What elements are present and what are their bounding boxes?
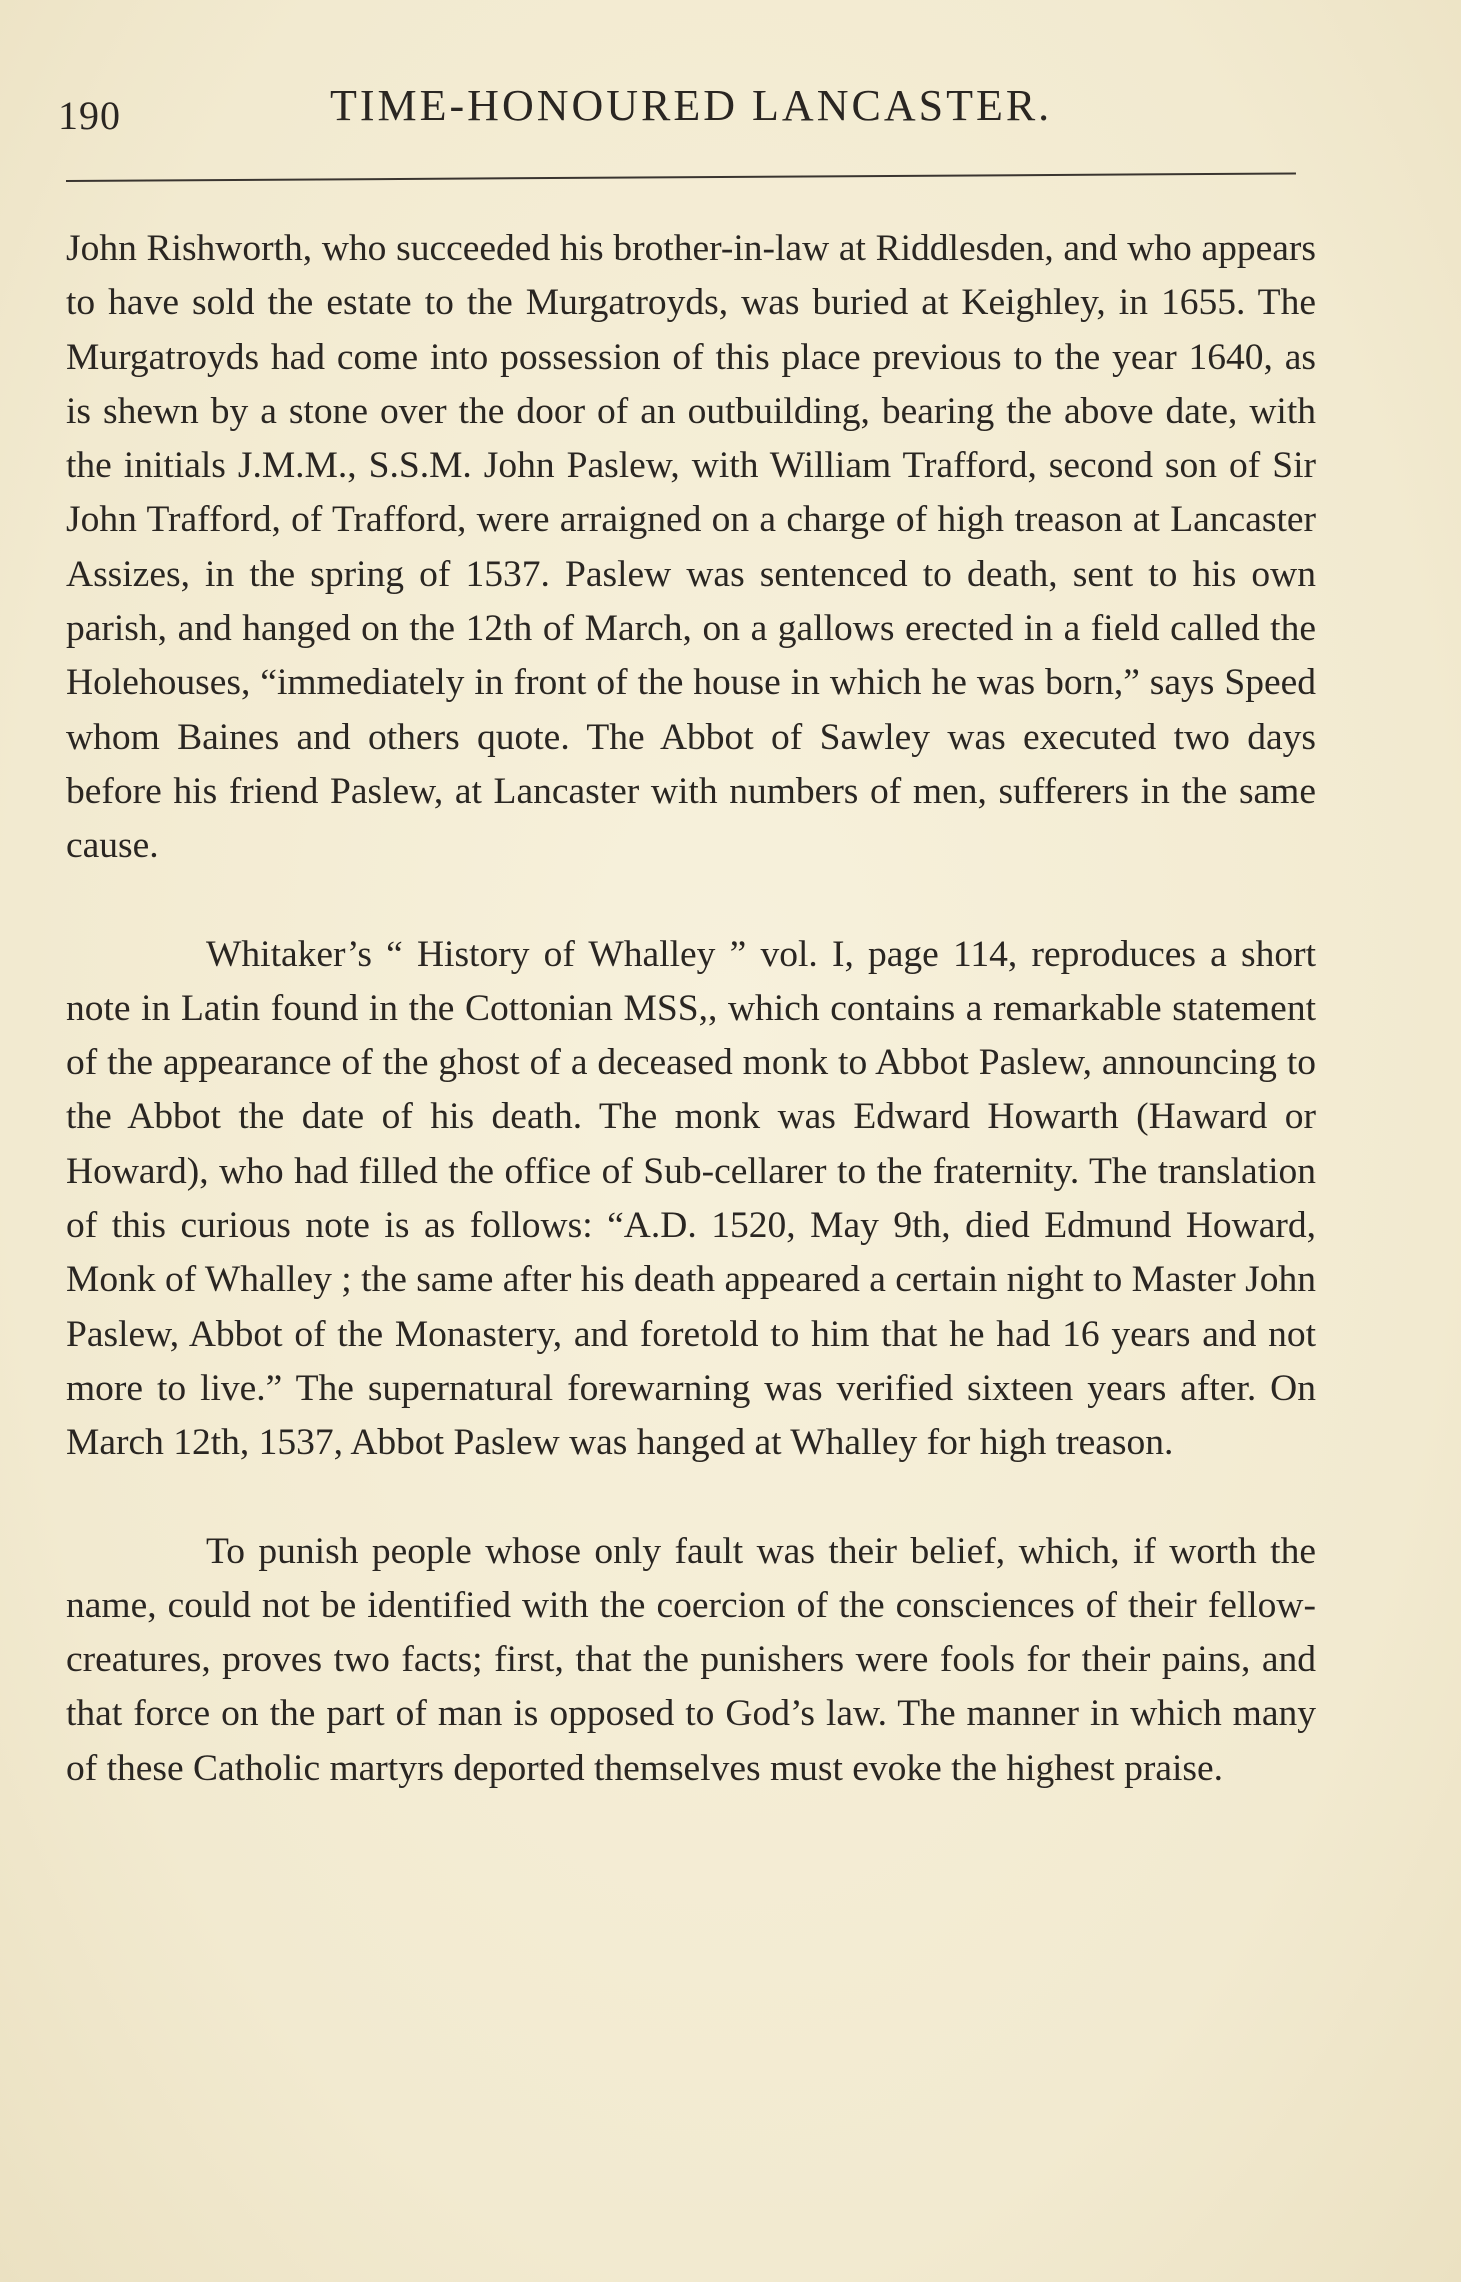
body-text (66, 222, 1316, 1850)
paragraph-1: John Rishworth, who succeeded his brother-in-law at Riddlesden, and who appears to have sold the estate to the Murgatroyds, was buried at Keighley, in 1655. The Murgatroyds had come into possession of this place previous to the year 1640, as is shewn by a stone over the door of an outbuilding, bearing the above date, with the initials J.M.M., S.S.M. John Paslew, with William Trafford, second son of Sir John Trafford, of Trafford, were arraigned on a charge of high treason at Lancaster Assizes, in the spring of 1537. Paslew was sentenced to death, sent to his own parish, and hanged on the 12th of March, on a gallows erected in a field called the Holehouses, “immediately in front of the house in which he was born,” says Speed whom Baines and others quote. The Abbot of Sawley was executed two days before his friend Paslew, at Lancaster with numbers of men, sufferers in the same cause. (66, 228, 1316, 867)
page-number: 190 (58, 93, 121, 138)
header-rule (66, 172, 1296, 182)
running-title: TIME-HONOURED LANCASTER. (330, 81, 1053, 130)
paragraph-2: Whitaker’s “ History of Whalley ” vol. I, page 114, reproduces a short note in Latin found in the Cottonian MSS,, which contains a remarkable statement of the appearance of the ghost of a deceased monk to Abbot Paslew, announcing to the Abbot the date of his death. The monk was Edward Howarth (Haward or Howard), who had filled the office of Sub-cellarer to the fraternity. The translation of this curious note is as follows: “A.D. 1520, May 9th, died Edmund Howard, Monk of Whalley ; the same after his death appeared a certain night to Master John Paslew, Abbot of the Monastery, and foretold to him that he had 16 years and not more to live.” The supernatural forewarning was verified sixteen years after. On March 12th, 1537, Abbot Paslew was hanged at Whalley for high treason. (66, 933, 1316, 1464)
paragraph-3: To punish people whose only fault was their belief, which, if worth the name, could not be identified with the coercion of the consciences of their fellow-creatures, proves two facts; first, that the punishers were fools for their pains, and that force on the part of man is opposed to God’s law. The manner in which many of these Catholic martyrs deported themselves must evoke the highest praise. (66, 1530, 1316, 1789)
page-header (58, 70, 1318, 140)
